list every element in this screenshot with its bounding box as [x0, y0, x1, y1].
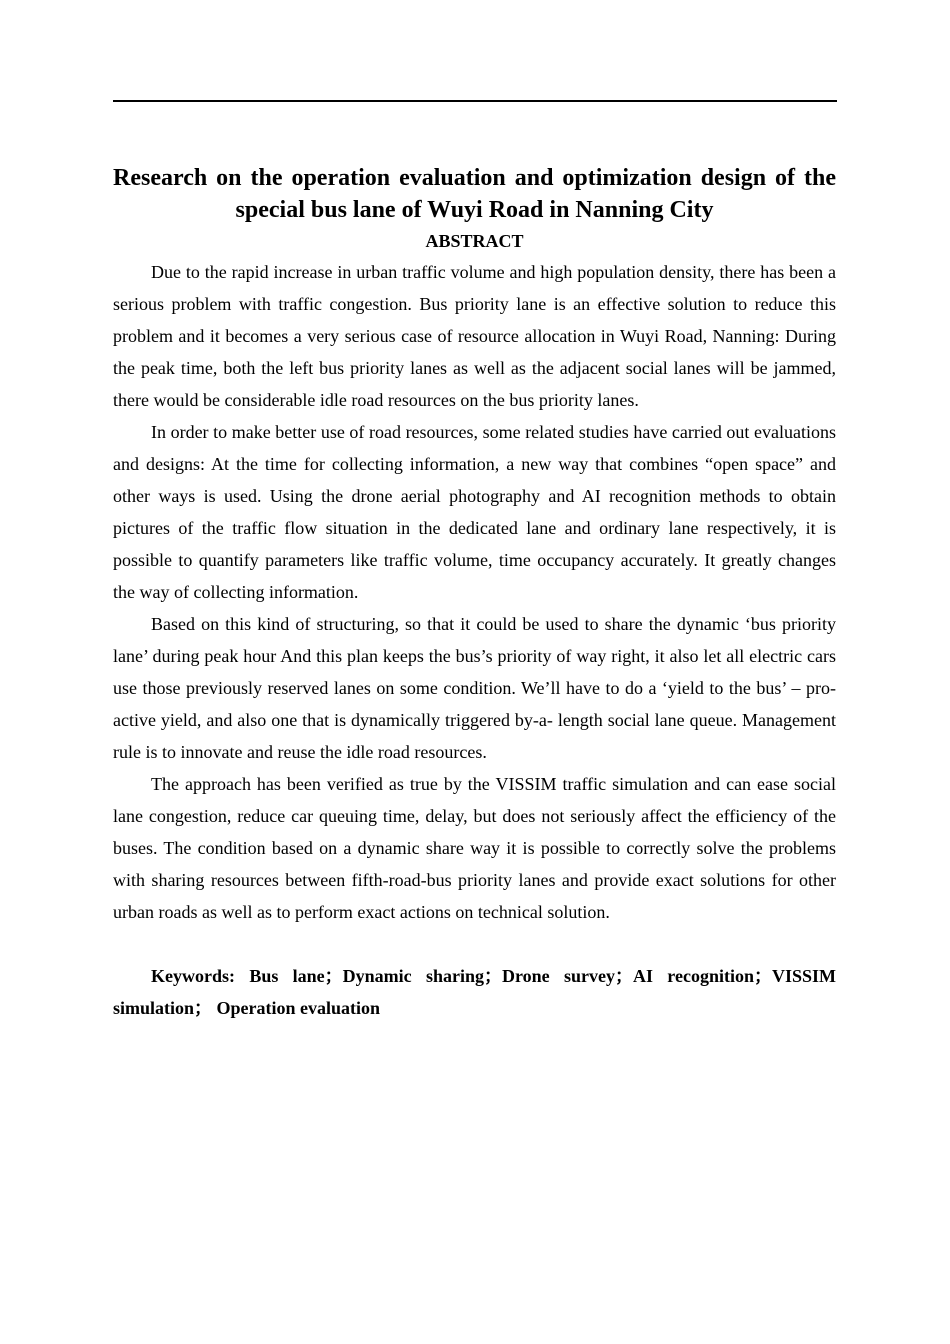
abstract-heading: ABSTRACT: [425, 231, 524, 251]
keywords: Keywords: Bus lane；Dynamic sharing；Drone survey；AI recognition；VISSIM simulation； Operation evaluation: [113, 966, 836, 1018]
paper-title: Research on the operation evaluation and optimization design of the special bus lane of Wuyi Road in Nanning City: [113, 165, 836, 223]
abstract-content: [113, 162, 836, 1024]
abstract-paragraph-3: Based on this kind of structuring, so that it could be used to share the dynamic ‘bus priority lane’ during peak hour And this plan keeps the bus’s priority of way right, it also let all electric cars use those previously reserved lanes on some condition. We’ll have to do a ‘yield to the bus’ – pro-active yield, and also one that is dynamically triggered by-a- length social lane queue. Management rule is to innovate and reuse the idle road resources.: [113, 614, 836, 762]
abstract-paragraph-1: Due to the rapid increase in urban traffic volume and high population density, there has been a serious problem with traffic congestion. Bus priority lane is an effective solution to reduce this problem and it becomes a very serious case of resource allocation in Wuyi Road, Nanning: During the peak time, both the left bus priority lanes as well as the adjacent social lanes will be jammed, there would be considerable idle road resources on the bus priority lanes.: [113, 262, 836, 410]
abstract-paragraph-4: The approach has been verified as true by the VISSIM traffic simulation and can ease social lane congestion, reduce car queuing time, delay, but does not seriously affect the efficiency of the buses. The condition based on a dynamic share way it is possible to correctly solve the problems with sharing resources between fifth-road-bus priority lanes and provide exact solutions for other urban roads as well as to perform exact actions on technical solution.: [113, 774, 836, 922]
abstract-paragraph-2: In order to make better use of road resources, some related studies have carried out evaluations and designs: At the time for collecting information, a new way that combines “open space” and other ways is used. Using the drone aerial photography and AI recognition methods to obtain pictures of the traffic flow situation in the dedicated lane and ordinary lane respectively, it is possible to quantify parameters like traffic volume, time occupancy accurately. It greatly changes the way of collecting information.: [113, 422, 836, 602]
header-rule: [113, 100, 837, 102]
